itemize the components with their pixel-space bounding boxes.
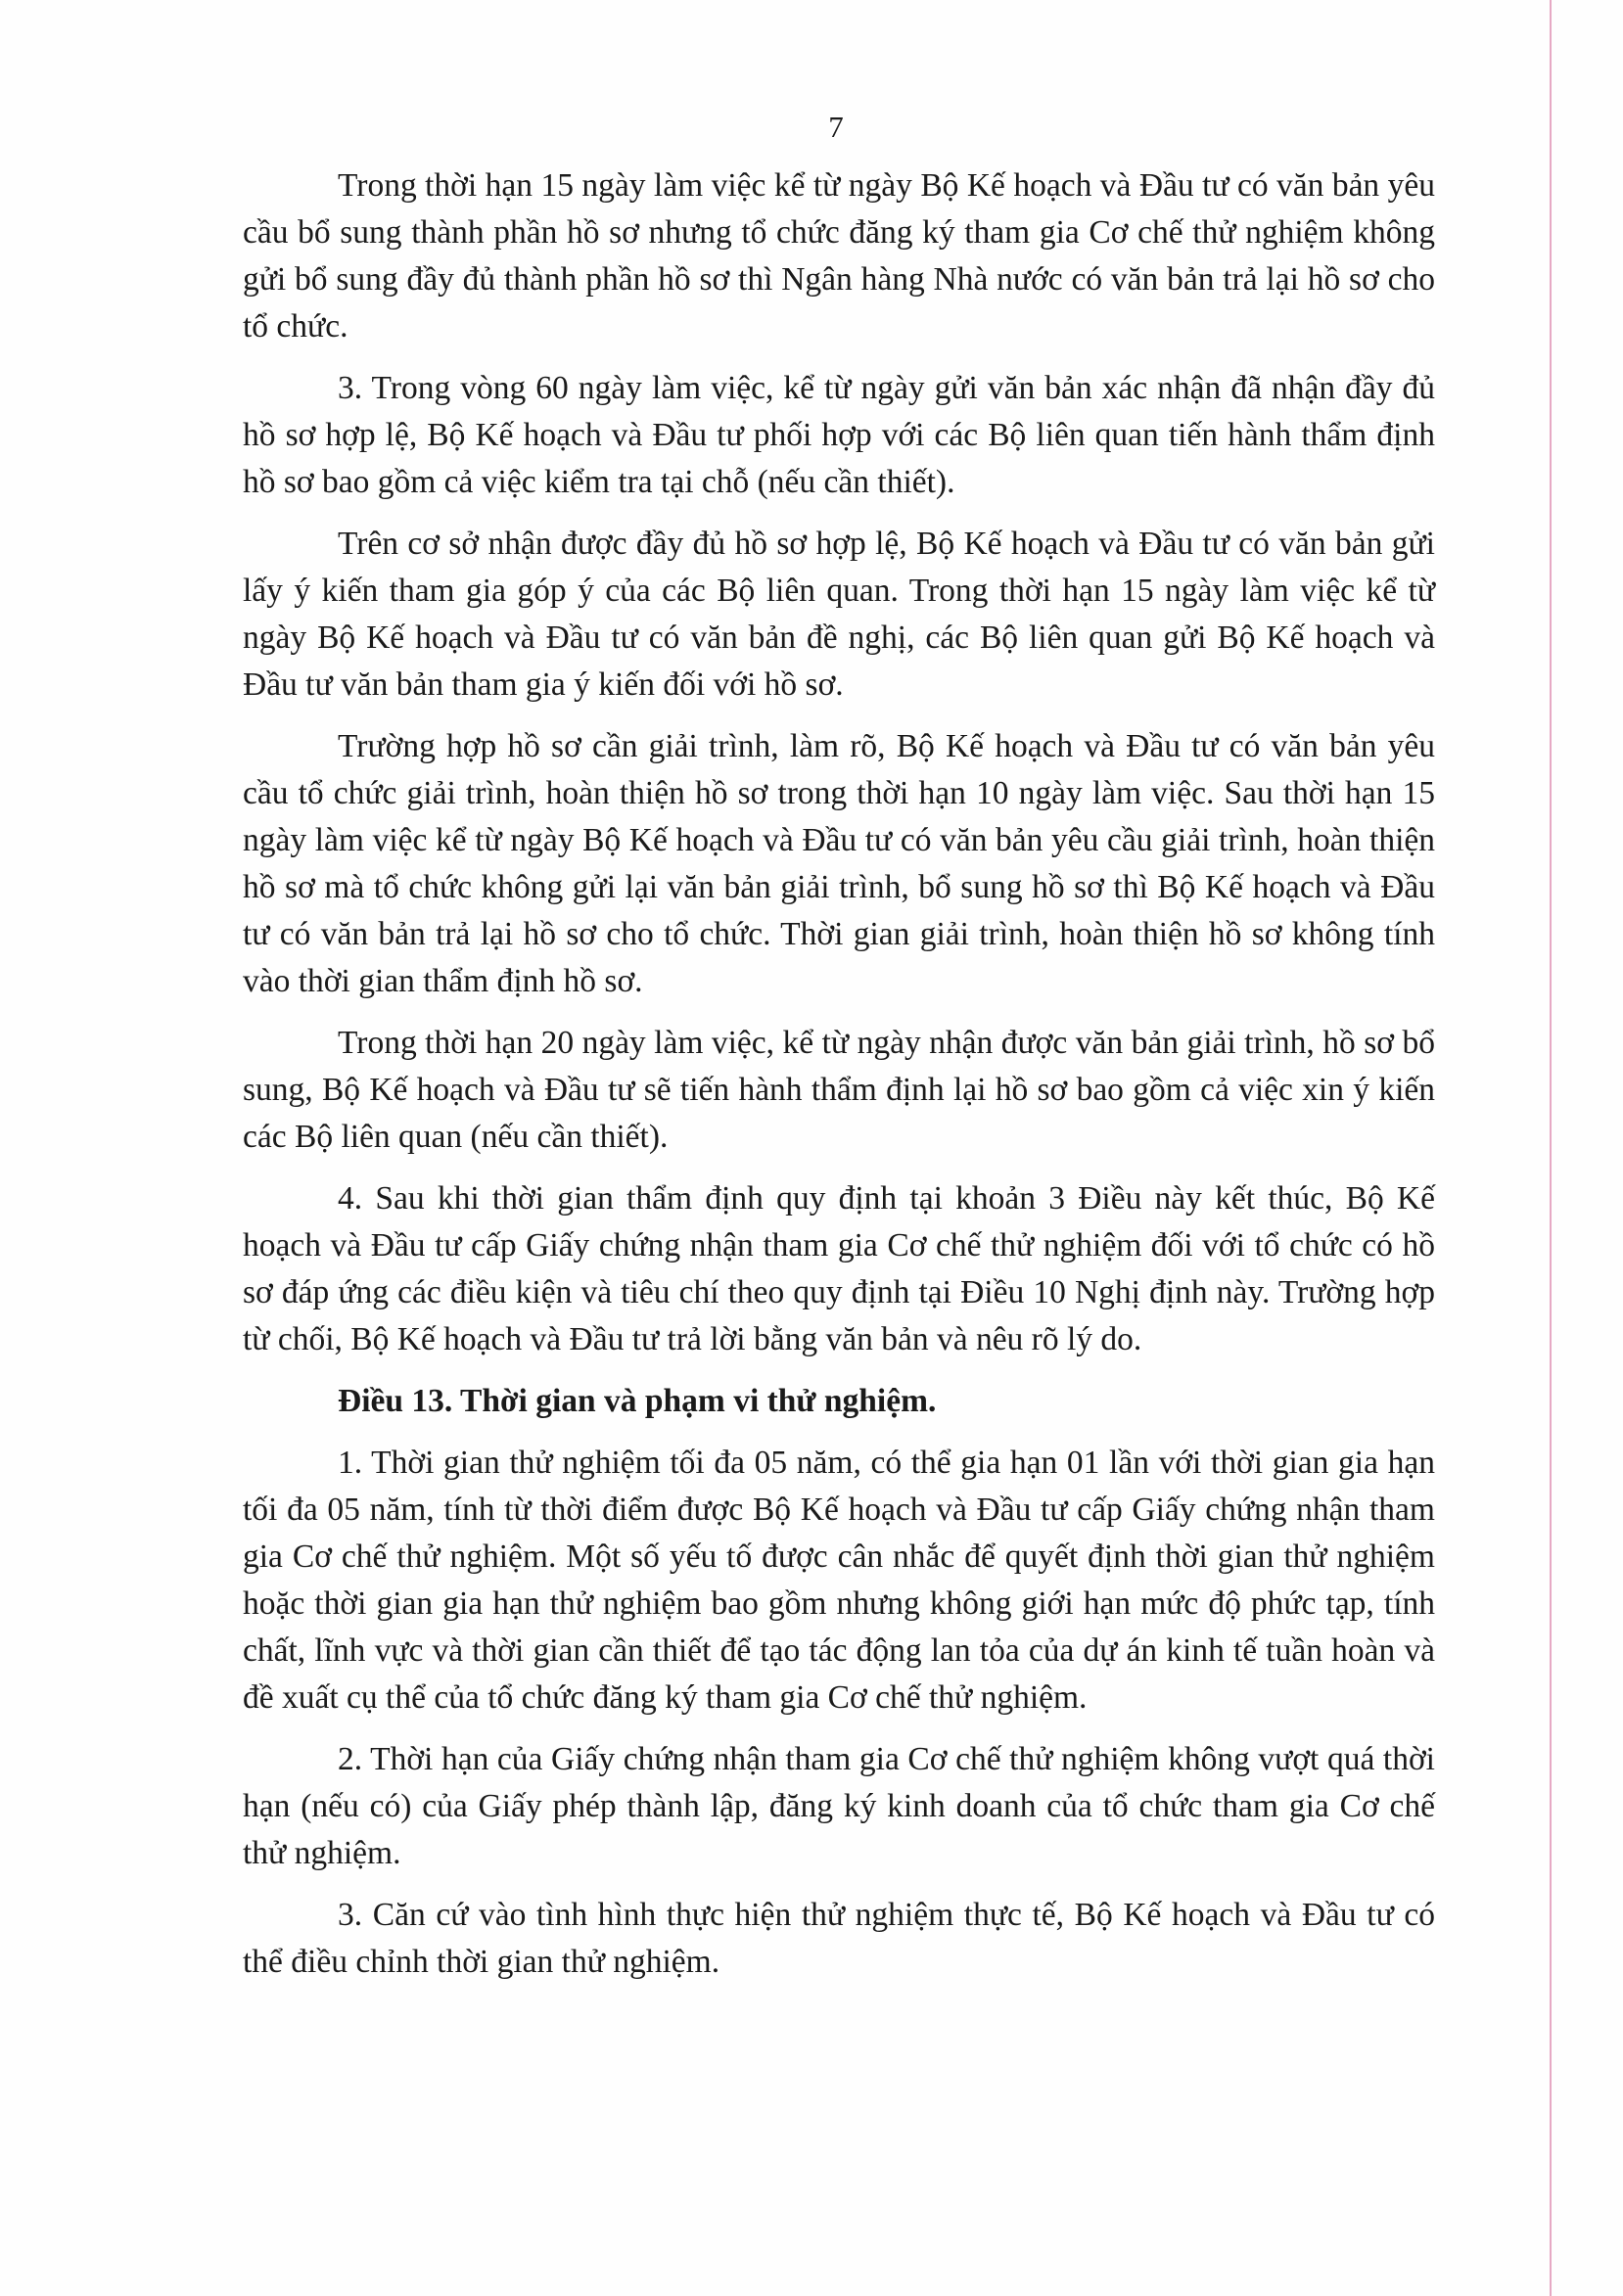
paragraph: 4. Sau khi thời gian thẩm định quy định tại khoản 3 Điều này kết thúc, Bộ Kế hoạch và Đầu tư cấp Giấy chứng nhận tham gia Cơ chế thử nghiệm đối với tổ chức có hồ sơ đáp ứng các điều kiện và tiêu chí theo quy định tại Điều 10 Nghị định này. Trường hợp từ chối, Bộ Kế hoạch và Đầu tư trả lời bằng văn bản và nêu rõ lý do. xyxy=(243,1180,1435,1357)
article-heading: Điều 13. Thời gian và phạm vi thử nghiệm. xyxy=(338,1383,937,1419)
paragraph: Trên cơ sở nhận được đầy đủ hồ sơ hợp lệ, Bộ Kế hoạch và Đầu tư có văn bản gửi lấy ý kiến tham gia góp ý của các Bộ liên quan. Trong thời hạn 15 ngày làm việc kể từ ngày Bộ Kế hoạch và Đầu tư có văn bản đề nghị, các Bộ liên quan gửi Bộ Kế hoạch và Đầu tư văn bản tham gia ý kiến đối với hồ sơ. xyxy=(243,526,1435,703)
paragraph: Trong thời hạn 20 ngày làm việc, kể từ ngày nhận được văn bản giải trình, hồ sơ bổ sung, Bộ Kế hoạch và Đầu tư sẽ tiến hành thẩm định lại hồ sơ bao gồm cả việc xin ý kiến các Bộ liên quan (nếu cần thiết). xyxy=(243,1025,1435,1155)
page-number: 7 xyxy=(828,110,844,144)
paragraph: 2. Thời hạn của Giấy chứng nhận tham gia Cơ chế thử nghiệm không vượt quá thời hạn (nếu có) của Giấy phép thành lập, đăng ký kinh doanh của tổ chức tham gia Cơ chế thử nghiệm. xyxy=(243,1741,1435,1871)
paragraph: 3. Trong vòng 60 ngày làm việc, kể từ ngày gửi văn bản xác nhận đã nhận đầy đủ hồ sơ hợp lệ, Bộ Kế hoạch và Đầu tư phối hợp với các Bộ liên quan tiến hành thẩm định hồ sơ bao gồm cả việc kiểm tra tại chỗ (nếu cần thiết). xyxy=(243,370,1435,500)
paragraph: 1. Thời gian thử nghiệm tối đa 05 năm, có thể gia hạn 01 lần với thời gian gia hạn tối đa 05 năm, tính từ thời điểm được Bộ Kế hoạch và Đầu tư cấp Giấy chứng nhận tham gia Cơ chế thử nghiệm. Một số yếu tố được cân nhắc để quyết định thời gian thử nghiệm hoặc thời gian gia hạn thử nghiệm bao gồm nhưng không giới hạn mức độ phức tạp, tính chất, lĩnh vực và thời gian cần thiết để tạo tác động lan tỏa của dự án kinh tế tuần hoàn và đề xuất cụ thể của tổ chức đăng ký tham gia Cơ chế thử nghiệm. xyxy=(243,1445,1435,1716)
paragraph: Trường hợp hồ sơ cần giải trình, làm rõ, Bộ Kế hoạch và Đầu tư có văn bản yêu cầu tổ chức giải trình, hoàn thiện hồ sơ trong thời hạn 10 ngày làm việc. Sau thời hạn 15 ngày làm việc kể từ ngày Bộ Kế hoạch và Đầu tư có văn bản yêu cầu giải trình, hoàn thiện hồ sơ mà tổ chức không gửi lại văn bản giải trình, bổ sung hồ sơ thì Bộ Kế hoạch và Đầu tư có văn bản trả lại hồ sơ cho tổ chức. Thời gian giải trình, hoàn thiện hồ sơ không tính vào thời gian thẩm định hồ sơ. xyxy=(243,728,1435,999)
page-margin-line xyxy=(1550,0,1552,2296)
paragraph: Trong thời hạn 15 ngày làm việc kể từ ngày Bộ Kế hoạch và Đầu tư có văn bản yêu cầu bổ sung thành phần hồ sơ nhưng tổ chức đăng ký tham gia Cơ chế thử nghiệm không gửi bổ sung đầy đủ thành phần hồ sơ thì Ngân hàng Nhà nước có văn bản trả lại hồ sơ cho tổ chức. xyxy=(243,167,1435,344)
paragraph: 3. Căn cứ vào tình hình thực hiện thử nghiệm thực tế, Bộ Kế hoạch và Đầu tư có thể điều chỉnh thời gian thử nghiệm. xyxy=(243,1897,1435,1980)
document-body xyxy=(243,162,1435,2000)
